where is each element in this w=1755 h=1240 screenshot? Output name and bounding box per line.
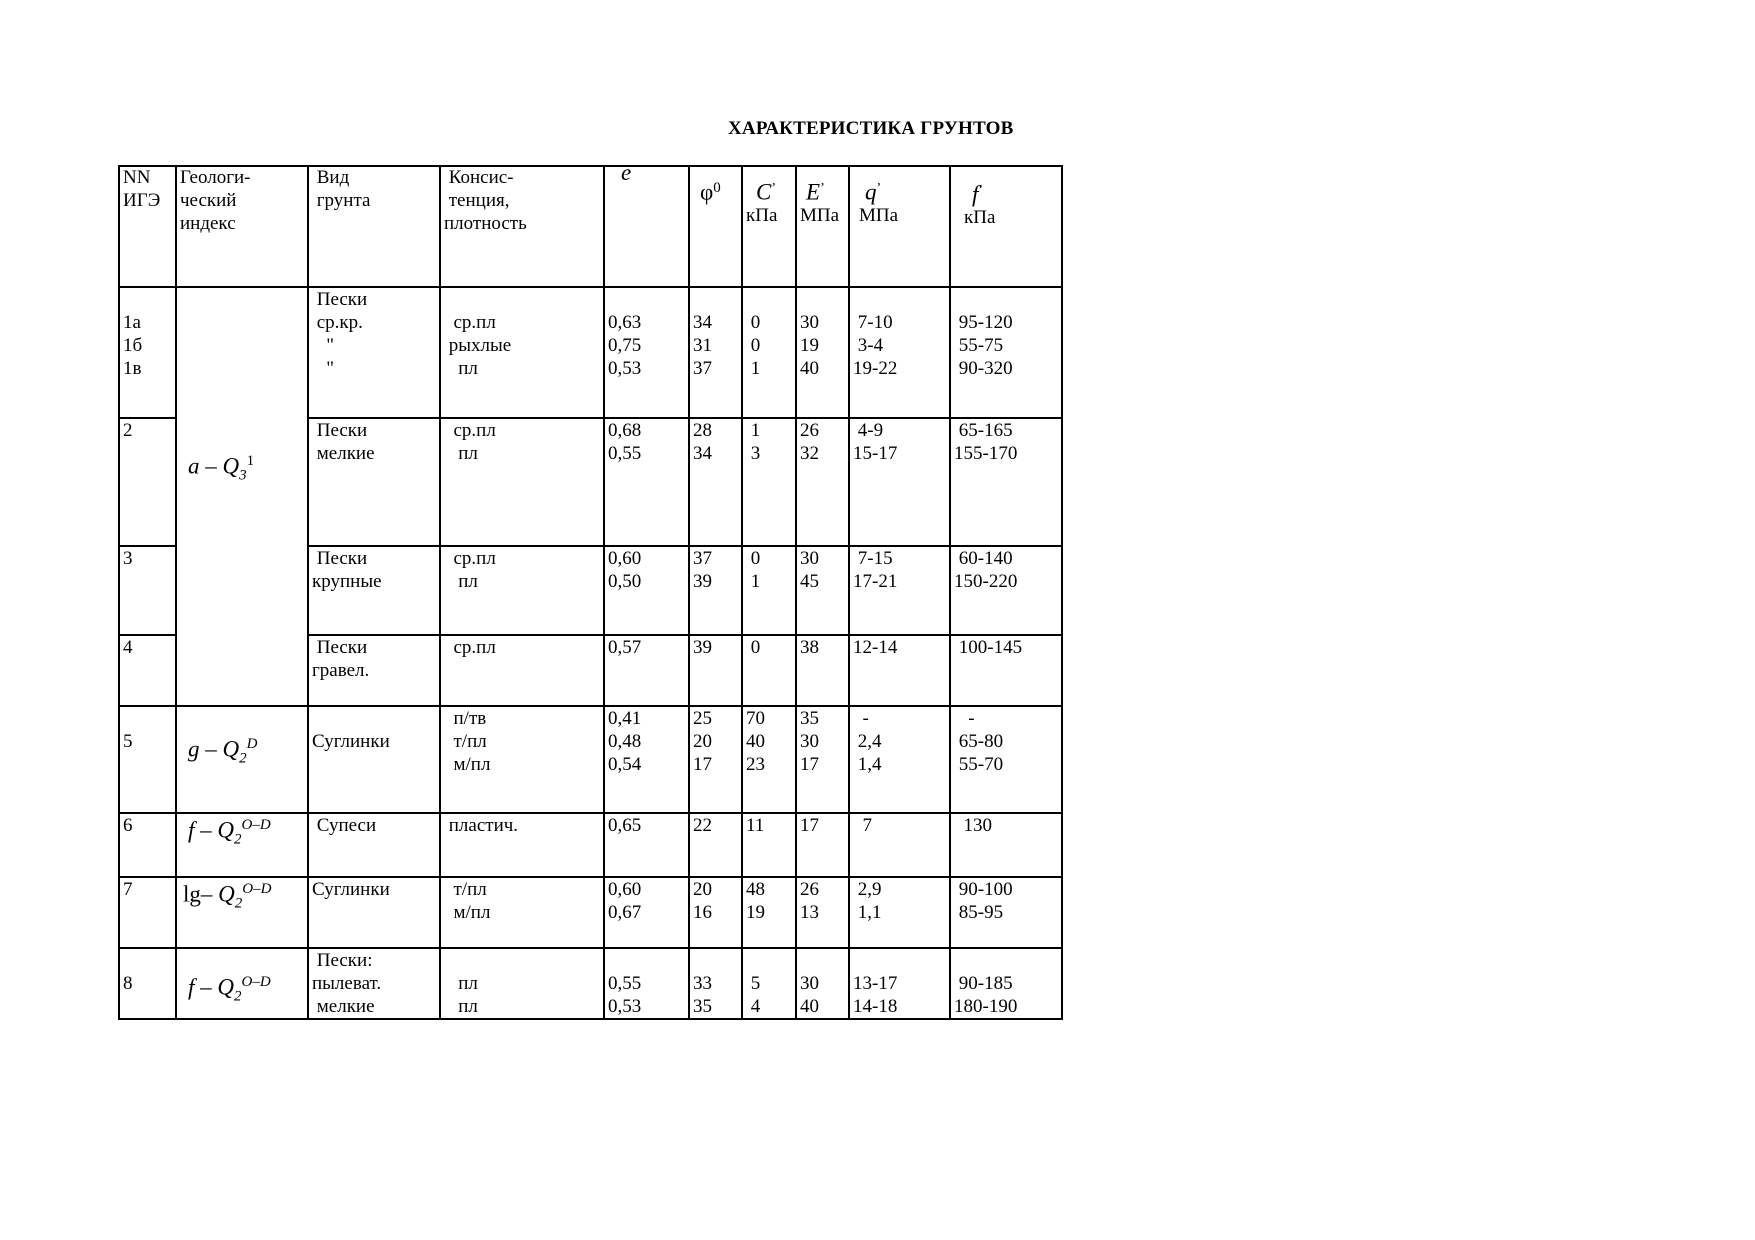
cell-text: 26 — [800, 420, 819, 441]
cell-text: 39 — [693, 571, 712, 592]
cell-text: 45 — [800, 571, 819, 592]
cell-text: ’ — [820, 181, 825, 196]
cell-text: 30 — [800, 731, 819, 752]
header-modulus-e — [796, 166, 849, 287]
cell-text: 7-15 — [853, 548, 893, 569]
header-nn — [119, 166, 176, 287]
cell-text — [444, 949, 600, 972]
cell-text: пл — [444, 358, 478, 379]
cell-text: q — [865, 179, 877, 205]
cell-consistency — [440, 706, 604, 813]
cell-text — [608, 949, 685, 972]
cell-text: 1 — [246, 453, 255, 469]
cell-text: 0,60 — [608, 548, 642, 569]
cell-c — [742, 546, 796, 635]
geologic-index-f-q2 — [180, 971, 304, 1008]
header-cohesion-c — [742, 166, 796, 287]
cell-text: 32 — [800, 443, 819, 464]
header-friction-angle — [689, 166, 742, 287]
cell-phi — [689, 635, 742, 706]
cell-text: 13 — [800, 902, 819, 923]
cell-text: ср.пл — [444, 420, 496, 441]
cell-modulus — [796, 813, 849, 877]
cell-text — [853, 288, 946, 311]
cell-soil-type — [308, 877, 440, 948]
header-friction-f — [950, 166, 1062, 287]
cell-text: - — [954, 708, 975, 729]
cell-text: м/пл — [444, 754, 491, 775]
cell-phi — [689, 948, 742, 1019]
table-row — [119, 287, 1062, 418]
document-title: ХАРАКТЕРИСТИКА ГРУНТОВ — [728, 118, 1014, 139]
cell-text: O–D — [241, 817, 271, 833]
cell-text — [800, 949, 845, 972]
cell-soil-type — [308, 418, 440, 546]
cell-text — [954, 949, 1058, 972]
cell-e — [604, 418, 689, 546]
cell-text: 2 — [123, 420, 133, 441]
header-geologic-index — [176, 166, 308, 287]
cell-soil-type — [308, 635, 440, 706]
cell-nn — [119, 948, 176, 1019]
cell-text — [123, 288, 172, 311]
cell-text: пл — [444, 996, 478, 1017]
cell-text: мелкие — [312, 996, 375, 1017]
cell-text: 0,60 — [608, 879, 642, 900]
cell-text — [123, 949, 172, 972]
cell-text: 90-185 — [954, 973, 1013, 994]
cell-text: 55-75 — [954, 335, 1004, 356]
cell-text: 90-320 — [954, 358, 1013, 379]
cell-text: 0,67 — [608, 902, 642, 923]
table-row — [119, 877, 1062, 948]
table-row — [119, 948, 1062, 1019]
header-soil-type — [308, 166, 440, 287]
cell-text: 48 — [746, 879, 765, 900]
cell-text: 2,9 — [853, 879, 882, 900]
cell-text: 30 — [800, 548, 819, 569]
cell-text — [800, 288, 845, 311]
cell-text: индекс — [180, 213, 236, 234]
cell-text: 3 — [123, 548, 133, 569]
cell-text: f – Q — [188, 974, 234, 1000]
cell-text: 1 — [746, 571, 761, 592]
cell-modulus — [796, 635, 849, 706]
cell-text: ’ — [771, 181, 777, 196]
cell-consistency — [440, 948, 604, 1019]
cell-geologic-index — [176, 948, 308, 1019]
table-row — [119, 706, 1062, 813]
cell-text: Супеси — [312, 815, 377, 836]
cell-text: 19 — [800, 335, 819, 356]
cell-c — [742, 418, 796, 546]
cell-nn — [119, 706, 176, 813]
cell-text: a – Q — [188, 453, 240, 479]
cell-text: 1в — [123, 358, 142, 379]
cell-text: 0,50 — [608, 571, 642, 592]
cell-text: 0,41 — [608, 708, 642, 729]
cell-text: Суглинки — [312, 731, 390, 752]
cell-text: f – Q — [188, 817, 234, 843]
cell-geologic-index — [176, 813, 308, 877]
cell-text: 40 — [746, 731, 765, 752]
cell-f — [950, 287, 1062, 418]
cell-text: грунта — [312, 190, 371, 211]
cell-e — [604, 877, 689, 948]
cell-soil-type — [308, 287, 440, 418]
cell-e — [604, 287, 689, 418]
cell-text: 2 — [234, 988, 242, 1005]
cell-nn — [119, 813, 176, 877]
cell-phi — [689, 813, 742, 877]
header-porosity-e — [604, 166, 689, 287]
cell-text: 0,48 — [608, 731, 642, 752]
cell-modulus — [796, 418, 849, 546]
cell-text — [123, 707, 172, 730]
cell-text: " — [312, 335, 335, 356]
cell-nn — [119, 546, 176, 635]
header-row — [119, 166, 1062, 287]
cell-text: 0,57 — [608, 637, 642, 658]
cell-f — [950, 706, 1062, 813]
cell-text: ИГЭ — [123, 190, 161, 211]
cell-text: 7 — [123, 879, 133, 900]
cell-phi — [689, 546, 742, 635]
cell-text: e — [621, 166, 632, 185]
cell-text: 180-190 — [954, 996, 1018, 1017]
cell-text: 15-17 — [853, 443, 898, 464]
cell-text: крупные — [312, 571, 382, 592]
cell-f — [950, 546, 1062, 635]
cell-soil-type — [308, 813, 440, 877]
cell-text — [954, 288, 1058, 311]
cell-text: 0 — [746, 637, 761, 658]
cell-text: 1 — [746, 358, 761, 379]
cell-text: 40 — [800, 996, 819, 1017]
cell-text: пылеват. — [312, 973, 382, 994]
cell-text: C — [756, 179, 772, 205]
cell-modulus — [796, 546, 849, 635]
cell-text: рыхлые — [444, 335, 512, 356]
cell-c — [742, 287, 796, 418]
cell-f — [950, 948, 1062, 1019]
cell-text: 34 — [693, 443, 712, 464]
cell-text: D — [246, 736, 258, 752]
cell-consistency — [440, 635, 604, 706]
table-row — [119, 813, 1062, 877]
cell-soil-type — [308, 546, 440, 635]
header-consistency — [440, 166, 604, 287]
cell-e — [604, 546, 689, 635]
cell-text: 19-22 — [853, 358, 898, 379]
cell-text: O–D — [241, 974, 271, 990]
cell-text: 19 — [746, 902, 765, 923]
cell-text: 155-170 — [954, 443, 1018, 464]
cell-text: 70 — [746, 708, 765, 729]
cell-nn — [119, 287, 176, 418]
cell-text: 1,1 — [853, 902, 882, 923]
cell-text: - — [853, 708, 869, 729]
cell-text: lg — [183, 881, 201, 907]
cell-text: пл — [444, 443, 478, 464]
cell-modulus — [796, 877, 849, 948]
cell-text: тенция, — [444, 190, 510, 211]
cell-f — [950, 635, 1062, 706]
cell-text: 150-220 — [954, 571, 1018, 592]
cell-text: кПа — [746, 205, 778, 227]
cell-text: ср.пл — [444, 548, 496, 569]
cell-consistency — [440, 418, 604, 546]
cell-text: 1а — [123, 312, 141, 333]
cell-text: ср.пл — [444, 637, 496, 658]
cell-text: " — [312, 358, 335, 379]
cell-text: ср.кр. — [312, 312, 363, 333]
cell-text: 0,65 — [608, 815, 642, 836]
cell-text: 30 — [800, 973, 819, 994]
cell-text: 25 — [693, 708, 712, 729]
cell-text: т/пл — [444, 731, 487, 752]
cell-text: 4 — [123, 637, 133, 658]
cell-q — [849, 877, 950, 948]
cell-text: Пески — [312, 420, 368, 441]
cell-text: 7 — [853, 815, 872, 836]
cell-f — [950, 418, 1062, 546]
cell-phi — [689, 877, 742, 948]
cell-text: 8 — [123, 973, 133, 994]
cell-text: 20 — [693, 879, 712, 900]
cell-text: 12-14 — [853, 637, 898, 658]
cell-text: 130 — [954, 815, 992, 836]
cell-c — [742, 948, 796, 1019]
cell-consistency — [440, 287, 604, 418]
cell-text: 23 — [746, 754, 765, 775]
cell-phi — [689, 706, 742, 813]
cell-modulus — [796, 706, 849, 813]
cell-text: 28 — [693, 420, 712, 441]
cell-text — [746, 949, 792, 972]
cell-text: – Q — [200, 881, 235, 907]
cell-consistency — [440, 877, 604, 948]
cell-q — [849, 706, 950, 813]
cell-text: 35 — [800, 708, 819, 729]
cell-e — [604, 948, 689, 1019]
cell-text: мелкие — [312, 443, 375, 464]
cell-phi — [689, 287, 742, 418]
cell-text: Вид — [312, 167, 350, 188]
cell-text: 22 — [693, 815, 712, 836]
cell-text: 5 — [123, 731, 133, 752]
cell-text: ческий — [180, 190, 237, 211]
cell-text: гравел. — [312, 660, 370, 681]
cell-text: 30 — [800, 312, 819, 333]
cell-text: 2 — [234, 831, 242, 848]
cell-text: 0,68 — [608, 420, 642, 441]
cell-q — [849, 546, 950, 635]
cell-text: 0,53 — [608, 358, 642, 379]
cell-text — [312, 707, 436, 730]
header-resistance-q — [849, 166, 950, 287]
cell-text: 3-4 — [853, 335, 884, 356]
cell-text: 0,54 — [608, 754, 642, 775]
cell-text: 35 — [693, 996, 712, 1017]
cell-text: 0,53 — [608, 996, 642, 1017]
cell-modulus — [796, 287, 849, 418]
cell-text — [746, 288, 792, 311]
cell-text — [853, 949, 946, 972]
cell-text: пластич. — [444, 815, 519, 836]
cell-text: пл — [444, 571, 478, 592]
cell-text: 0 — [713, 180, 721, 196]
cell-f — [950, 877, 1062, 948]
geologic-index-lg-q2 — [180, 878, 304, 915]
cell-text: 5 — [746, 973, 761, 994]
cell-text: Консис- — [444, 167, 514, 188]
cell-nn — [119, 635, 176, 706]
cell-nn — [119, 877, 176, 948]
cell-c — [742, 635, 796, 706]
geologic-index-a-q3 — [180, 450, 304, 487]
cell-text: 3 — [239, 467, 247, 484]
cell-text: 1б — [123, 335, 143, 356]
cell-modulus — [796, 948, 849, 1019]
cell-text: 65-80 — [954, 731, 1004, 752]
cell-text: 13-17 — [853, 973, 898, 994]
cell-text: 14-18 — [853, 996, 898, 1017]
cell-text — [693, 949, 738, 972]
cell-text: т/пл — [444, 879, 487, 900]
cell-text: 37 — [693, 548, 712, 569]
cell-c — [742, 877, 796, 948]
cell-consistency — [440, 546, 604, 635]
cell-text: 17-21 — [853, 571, 898, 592]
cell-text: 16 — [693, 902, 712, 923]
cell-q — [849, 813, 950, 877]
cell-geologic-index — [176, 877, 308, 948]
cell-text: 11 — [746, 815, 765, 836]
cell-text: 7-10 — [853, 312, 893, 333]
cell-text — [608, 288, 685, 311]
cell-text: Пески: — [312, 950, 373, 971]
cell-text: м/пл — [444, 902, 491, 923]
cell-q — [849, 635, 950, 706]
cell-text: 39 — [693, 637, 712, 658]
cell-text: ’ — [978, 183, 984, 198]
cell-c — [742, 706, 796, 813]
cell-text: E — [806, 179, 821, 205]
cell-text: Пески — [312, 289, 368, 310]
cell-soil-type — [308, 706, 440, 813]
cell-text: 6 — [123, 815, 133, 836]
cell-text: 2 — [239, 750, 247, 767]
cell-text: плотность — [444, 213, 527, 234]
cell-text: Суглинки — [312, 879, 390, 900]
cell-phi — [689, 418, 742, 546]
cell-text: 37 — [693, 358, 712, 379]
cell-c — [742, 813, 796, 877]
cell-text: 95-120 — [954, 312, 1013, 333]
cell-text: g – Q — [188, 736, 240, 762]
cell-q — [849, 287, 950, 418]
cell-text: 90-100 — [954, 879, 1013, 900]
cell-text: 2 — [234, 895, 243, 912]
cell-e — [604, 706, 689, 813]
cell-text: φ — [700, 179, 714, 205]
cell-text: ’ — [876, 181, 882, 196]
cell-text: NN — [123, 167, 151, 188]
cell-text: 100-145 — [954, 637, 1023, 658]
cell-e — [604, 635, 689, 706]
cell-text: 38 — [800, 637, 819, 658]
cell-text: 0,63 — [608, 312, 642, 333]
cell-text: 40 — [800, 358, 819, 379]
cell-text: 31 — [693, 335, 712, 356]
cell-text: кПа — [964, 207, 996, 229]
cell-text: МПа — [859, 205, 899, 227]
cell-text: 1,4 — [853, 754, 882, 775]
cell-text: 4-9 — [853, 420, 884, 441]
cell-text: 0,75 — [608, 335, 642, 356]
cell-soil-type — [308, 948, 440, 1019]
cell-text: 60-140 — [954, 548, 1013, 569]
cell-nn — [119, 418, 176, 546]
cell-text: 34 — [693, 312, 712, 333]
geologic-index-g-q2 — [180, 733, 304, 770]
cell-text: 4 — [746, 996, 761, 1017]
cell-q — [849, 948, 950, 1019]
cell-text: 17 — [800, 754, 819, 775]
cell-text: 65-165 — [954, 420, 1013, 441]
cell-text: МПа — [800, 205, 840, 227]
cell-text: 3 — [746, 443, 761, 464]
cell-text: 20 — [693, 731, 712, 752]
cell-text: 17 — [693, 754, 712, 775]
cell-text: 55-70 — [954, 754, 1004, 775]
cell-text — [693, 288, 738, 311]
cell-text: 0 — [746, 548, 761, 569]
cell-q — [849, 418, 950, 546]
cell-text: 17 — [800, 815, 819, 836]
cell-text: п/тв — [444, 708, 487, 729]
cell-text: 0,55 — [608, 443, 642, 464]
cell-geologic-index — [176, 287, 308, 706]
geologic-index-f-q2 — [180, 814, 304, 851]
soil-characteristics-table — [118, 165, 1063, 1020]
cell-text — [444, 288, 600, 311]
cell-text: ср.пл — [444, 312, 496, 333]
cell-text: 26 — [800, 879, 819, 900]
cell-text: O–D — [242, 881, 272, 897]
cell-text: Пески — [312, 548, 368, 569]
cell-text: 2,4 — [853, 731, 882, 752]
cell-text: 0 — [746, 335, 761, 356]
cell-e — [604, 813, 689, 877]
cell-text: 0,55 — [608, 973, 642, 994]
cell-text: пл — [444, 973, 478, 994]
cell-text: 85-95 — [954, 902, 1004, 923]
cell-text: Пески — [312, 637, 368, 658]
cell-text: f — [972, 181, 979, 207]
cell-f — [950, 813, 1062, 877]
cell-text: 1 — [746, 420, 761, 441]
cell-geologic-index — [176, 706, 308, 813]
cell-text: Геологи- — [180, 167, 251, 188]
cell-consistency — [440, 813, 604, 877]
cell-text: 33 — [693, 973, 712, 994]
cell-text: 0 — [746, 312, 761, 333]
